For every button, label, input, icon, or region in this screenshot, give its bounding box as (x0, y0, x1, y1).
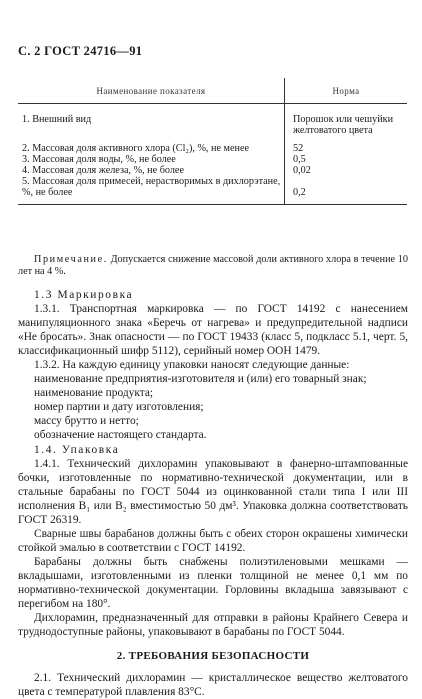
table-cell-norm: Порошок или чешуйки желтоватого цвета (293, 114, 394, 136)
paragraph-liners: Барабаны должны быть снабжены полиэтиленовыми мешками — вкладышами, изготовленными из пленки толщиной не менее 0,1 мм по нормативно-технической документации. Горловины вкладыша завязывают с перегибом на 180°. (18, 555, 408, 611)
section-title-marking: 1.3 Маркировка (34, 289, 134, 301)
list-item: номер партии и дату изготовления; (34, 401, 204, 414)
paragraph-1-3-2: 1.3.2. На каждую единицу упаковки наносят следующие данные: (34, 359, 350, 372)
table-row (18, 165, 407, 176)
table-cell-name: 5. Массовая доля примесей, нерастворимых в дихлорэтане, %, не более (18, 176, 285, 205)
paragraph-1-4-1: 1.4.1. Технический дихлорамин упаковывают в фанерно-штампованные бочки, изготовленные по нормативно-технической документации, или в стальные барабаны по ГОСТ 5044 из оцинкованной стали типа I или III исполнения В₁ или В₂ вместимостью 50 дм³. Упаковка должна соответствовать ГОСТ 26319. (18, 457, 408, 526)
table-note (18, 254, 408, 278)
section-title-safety: 2. ТРЕБОВАНИЯ БЕЗОПАСНОСТИ (116, 650, 310, 663)
document-body (18, 254, 408, 699)
paragraph-1-3-1: 1.3.1. Транспортная маркировка — по ГОСТ 14192 с нанесением манипуляционного знака «Беречь от нагрева» и предупредительной надписи «Не бросать». Знак опасности — по ГОСТ 19433 (класс 5, подкласс 5.1, черт. 5, классификационный шифр 5112), серийный номер ООН 1479. (18, 303, 408, 358)
page-header: С. 2 ГОСТ 24716—91 (18, 44, 143, 58)
section-title-packaging: 1.4. Упаковка (34, 443, 120, 456)
paragraph-2-1: 2.1. Технический дихлорамин — кристаллическое вещество желтоватого цвета с температурой плавления 83°С. (18, 672, 408, 699)
table-cell-name: 2. Массовая доля активного хлора (Cl₂), %, не менее (18, 136, 285, 154)
column-header-name: Наименование показателя (18, 78, 285, 104)
table-row (18, 176, 407, 205)
table-cell-name: 4. Массовая доля железа, %, не более (18, 165, 285, 176)
table-cell-name: 3. Массовая доля воды, %, не более (18, 154, 285, 165)
paragraph-weld-seams: Сварные швы барабанов должны быть с обеих сторон окрашены химически стойкой эмалью в соответствии с ГОСТ 14192. (18, 527, 408, 554)
table-cell-name: 1. Внешний вид (18, 104, 285, 137)
table-row (18, 104, 407, 137)
list-item: массу брутто и нетто; (34, 415, 139, 428)
list-item: обозначение настоящего стандарта. (34, 429, 207, 442)
note-text: Допускается снижение массовой доли активного хлора в течение 10 лет на 4 %. (18, 254, 408, 277)
table-cell-norm: 0,02 (293, 165, 311, 176)
table-cell-norm: 0,5 (293, 154, 306, 165)
paragraph-far-north: Дихлорамин, предназначенный для отправки в районы Крайнего Севера и труднодоступные районы, упаковывают в барабаны по ГОСТ 5044. (18, 612, 408, 639)
note-label: Примечание. (34, 254, 108, 265)
specification-table (18, 78, 407, 205)
table-row (18, 136, 407, 154)
list-item: наименование продукта; (34, 387, 154, 400)
list-item: наименование предприятия-изготовителя и (или) его товарный знак; (34, 373, 367, 386)
column-header-norm: Норма (285, 78, 408, 104)
table-cell-norm: 52 (293, 143, 304, 154)
table-cell-norm: 0,2 (285, 176, 408, 205)
table-row (18, 154, 407, 165)
